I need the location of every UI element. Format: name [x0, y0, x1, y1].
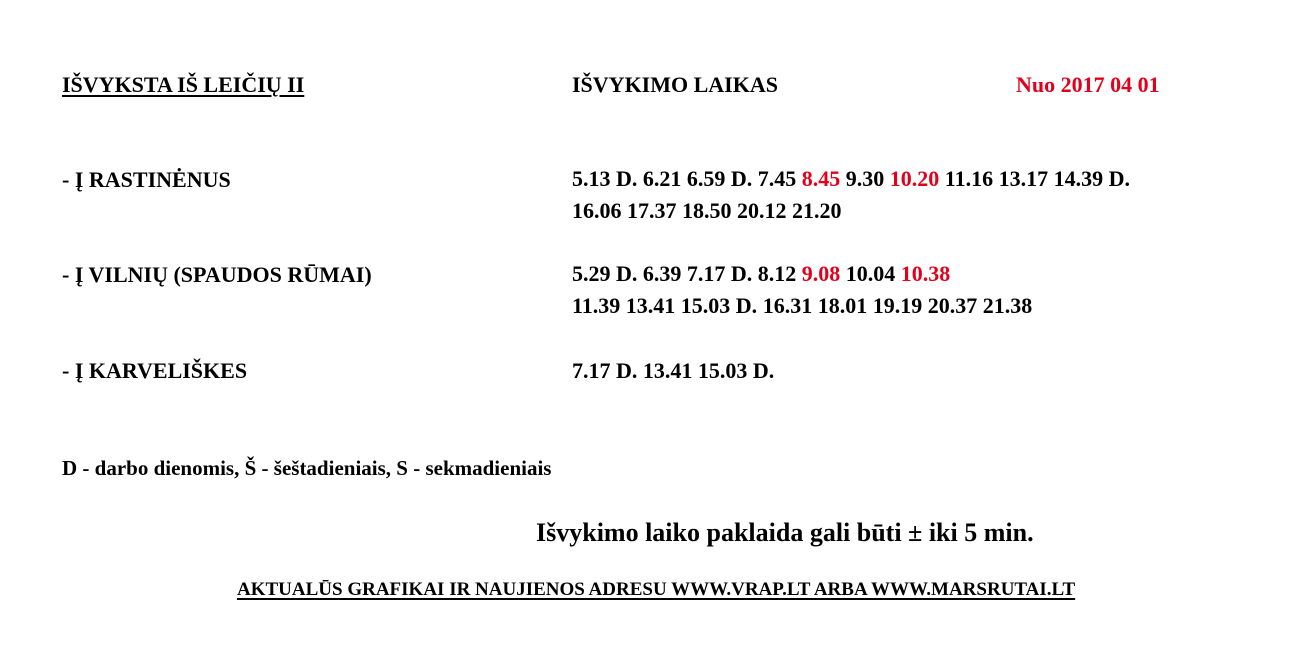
departure-stop-title: IŠVYKSTA IŠ LEIČIŲ II — [62, 72, 305, 97]
departure-time: 13.41 — [642, 358, 693, 383]
legend-text: D - darbo dienomis, Š - šeštadieniais, S - sekmadieniais — [62, 456, 552, 480]
departure-time: 7.17 D. — [572, 358, 638, 383]
departure-time: 15.03 D. — [697, 358, 775, 383]
departure-time: 5.29 D. — [572, 261, 638, 286]
departure-time: 8.12 — [757, 261, 797, 286]
departure-time: 11.39 — [572, 293, 621, 318]
times-line — [572, 258, 1032, 290]
footer-links-text: AKTUALŪS GRAFIKAI IR NAUJIENOS ADRESU WWW.VRAP.LT ARBA WWW.MARSRUTAI.LT — [237, 579, 1076, 600]
departure-time: 10.20 — [889, 166, 940, 191]
route-times-vilnius — [572, 258, 1032, 322]
route-destination-karveliskes: - Į KARVELIŠKES — [62, 358, 248, 383]
times-line — [572, 163, 1130, 195]
departure-time: 20.37 — [927, 293, 978, 318]
departure-time: 11.16 — [944, 166, 994, 191]
departure-time: 13.17 — [998, 166, 1049, 191]
departure-time: 18.50 — [682, 198, 732, 223]
departure-time: 8.45 — [801, 166, 841, 191]
departure-time: 9.08 — [801, 261, 841, 286]
valid-from-date: Nuo 2017 04 01 — [1016, 72, 1160, 97]
departure-time: 16.31 — [762, 293, 813, 318]
route-times-karveliskes — [572, 355, 774, 387]
departure-time: 10.38 — [900, 261, 951, 286]
times-line — [572, 195, 1130, 227]
departure-time: 7.45 — [757, 166, 797, 191]
departure-time: 15.03 D. — [680, 293, 758, 318]
departure-time: 10.04 — [845, 261, 896, 286]
times-line — [572, 355, 774, 387]
departure-time: 16.06 — [572, 198, 622, 223]
departure-time: 9.30 — [845, 166, 885, 191]
times-line — [572, 290, 1032, 322]
route-destination-rastinenai: - Į RASTINĖNUS — [62, 167, 231, 192]
time-tolerance-note: Išvykimo laiko paklaida gali būti ± iki 5 min. — [536, 518, 1034, 547]
departure-time-title: IŠVYKIMO LAIKAS — [572, 72, 778, 97]
departure-time: 5.13 D. — [572, 166, 638, 191]
departure-time: 7.17 D. — [686, 261, 753, 286]
departure-time: 6.59 D. — [686, 166, 753, 191]
route-destination-vilnius: - Į VILNIŲ (SPAUDOS RŪMAI) — [62, 262, 372, 287]
departure-time: 20.12 — [737, 198, 787, 223]
departure-time: 14.39 D. — [1053, 166, 1130, 191]
departure-time: 6.21 — [642, 166, 682, 191]
departure-time: 19.19 — [872, 293, 923, 318]
departure-time: 17.37 — [627, 198, 677, 223]
departure-time: 13.41 — [625, 293, 676, 318]
departure-time: 21.38 — [982, 293, 1033, 318]
departure-time: 21.20 — [792, 198, 842, 223]
departure-time: 18.01 — [817, 293, 868, 318]
departure-time: 6.39 — [642, 261, 682, 286]
route-times-rastinenai — [572, 163, 1130, 227]
